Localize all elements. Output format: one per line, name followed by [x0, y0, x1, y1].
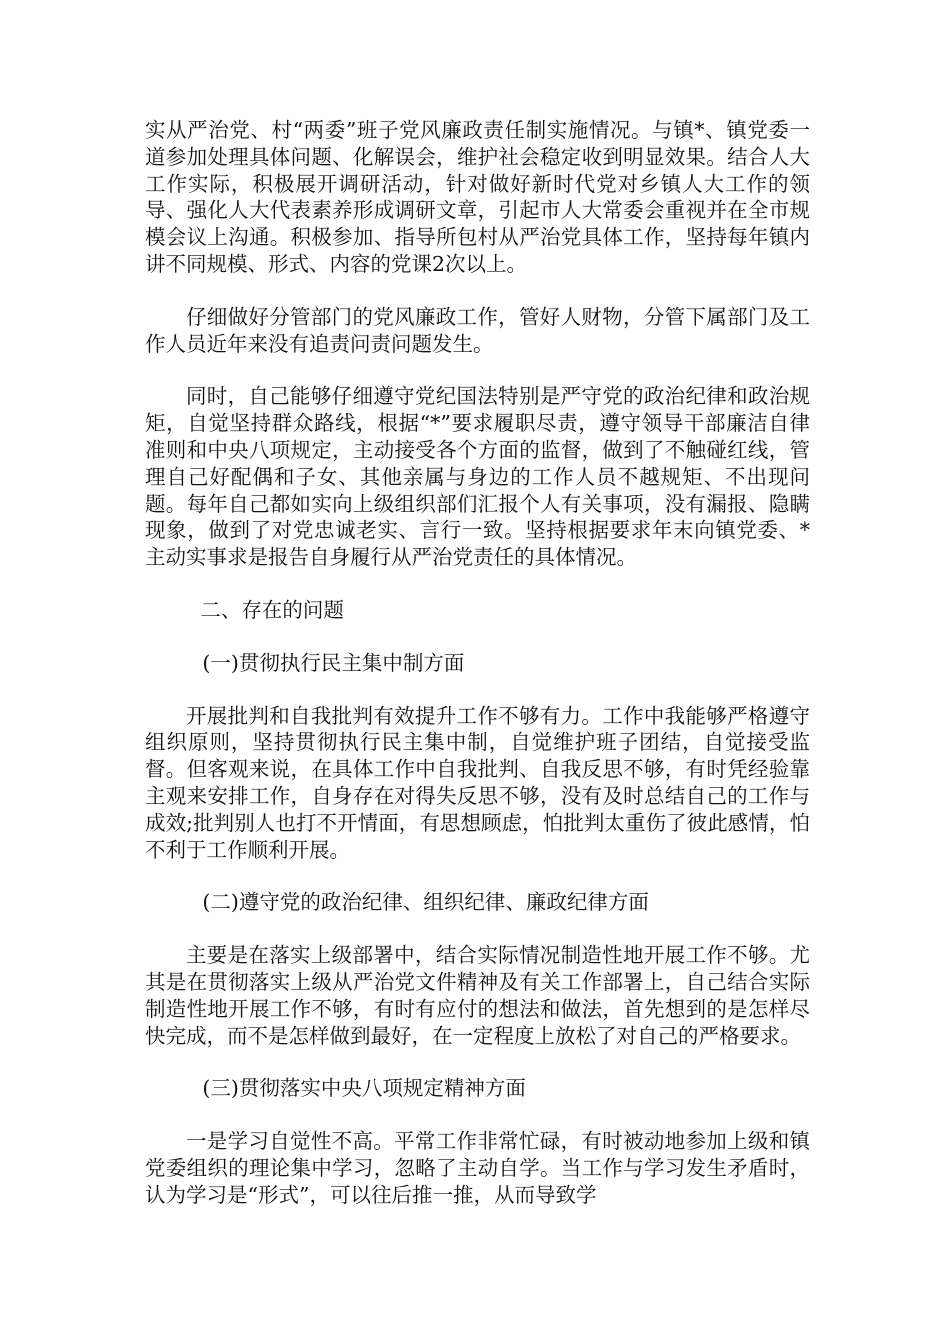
paragraph-implementation: 主要是在落实上级部署中，结合实际情况制造性地开展工作不够。尤其是在贯彻落实上级从严治党文件精神及有关工作部署上，自己结合实际制造性地开展工作不够，有时有应付的想法和做法，首先想到的是怎样尽快完成，而不是怎样做到最好，在一定程度上放松了对自己的严格要求。 [145, 943, 810, 1048]
paragraph-study: 一是学习自觉性不高。平常工作非常忙碌，有时被动地参加上级和镇党委组织的理论集中学习，忽略了主动自学。当工作与学习发生矛盾时，认为学习是“形式”，可以往后推一推，从而导致学 [145, 1129, 810, 1207]
subheading-eight-regulations: (三)贯彻落实中央八项规定精神方面 [202, 1076, 526, 1101]
paragraph-continuation: 实从严治党、村“两委”班子党风廉政责任制实施情况。与镇*、镇党委一道参加处理具体问题、化解误会，维护社会稳定收到明显效果。结合人大工作实际，积极展开调研活动，针对做好新时代党对乡镇人大工作的领导、强化人大代表素养形成调研文章，引起市人大常委会重视并在全市规模会议上沟通。积极参加、指导所包村从严治党具体工作，坚持每年镇内讲不同规模、形式、内容的党课2次以上。 [145, 118, 810, 276]
paragraph-departments: 仔细做好分管部门的党风廉政工作，管好人财物，分管下属部门及工作人员近年来没有追责问责问题发生。 [145, 304, 810, 356]
subheading-democratic-centralism: (一)贯彻执行民主集中制方面 [202, 650, 465, 675]
document-page [145, 117, 810, 1235]
paragraph-discipline: 同时，自己能够仔细遵守党纪国法特别是严守党的政治纪律和政治规矩，自觉坚持群众路线，根据“*”要求履职尽责，遵守领导干部廉洁自律准则和中央八项规定，主动接受各个方面的监督，做到了不触碰红线，管理自己好配偶和子女、其他亲属与身边的工作人员不越规矩、不出现问题。每年自己都如实向上级组织部们汇报个人有关事项，没有漏报、隐瞒现象，做到了对党忠诚老实、言行一致。坚持根据要求年末向镇党委、*主动实事求是报告自身履行从严治党责任的具体情况。 [145, 384, 810, 570]
paragraph-criticism: 开展批判和自我批判有效提升工作不够有力。工作中我能够严格遵守组织原则，坚持贯彻执行民主集中制，自觉维护班子团结，自觉接受监督。但客观来说，在具体工作中自我批判、自我反思不够，有时凭经验靠主观来安排工作，自身存在对得失反思不够，没有及时总结自己的工作与成效;批判别人也打不开情面，有思想顾虑，怕批判太重伤了彼此感情，怕不利于工作顺利开展。 [145, 703, 810, 862]
section-heading-problems: 二、存在的问题 [200, 597, 344, 622]
subheading-party-discipline: (二)遵守党的政治纪律、组织纪律、廉政纪律方面 [202, 890, 649, 915]
